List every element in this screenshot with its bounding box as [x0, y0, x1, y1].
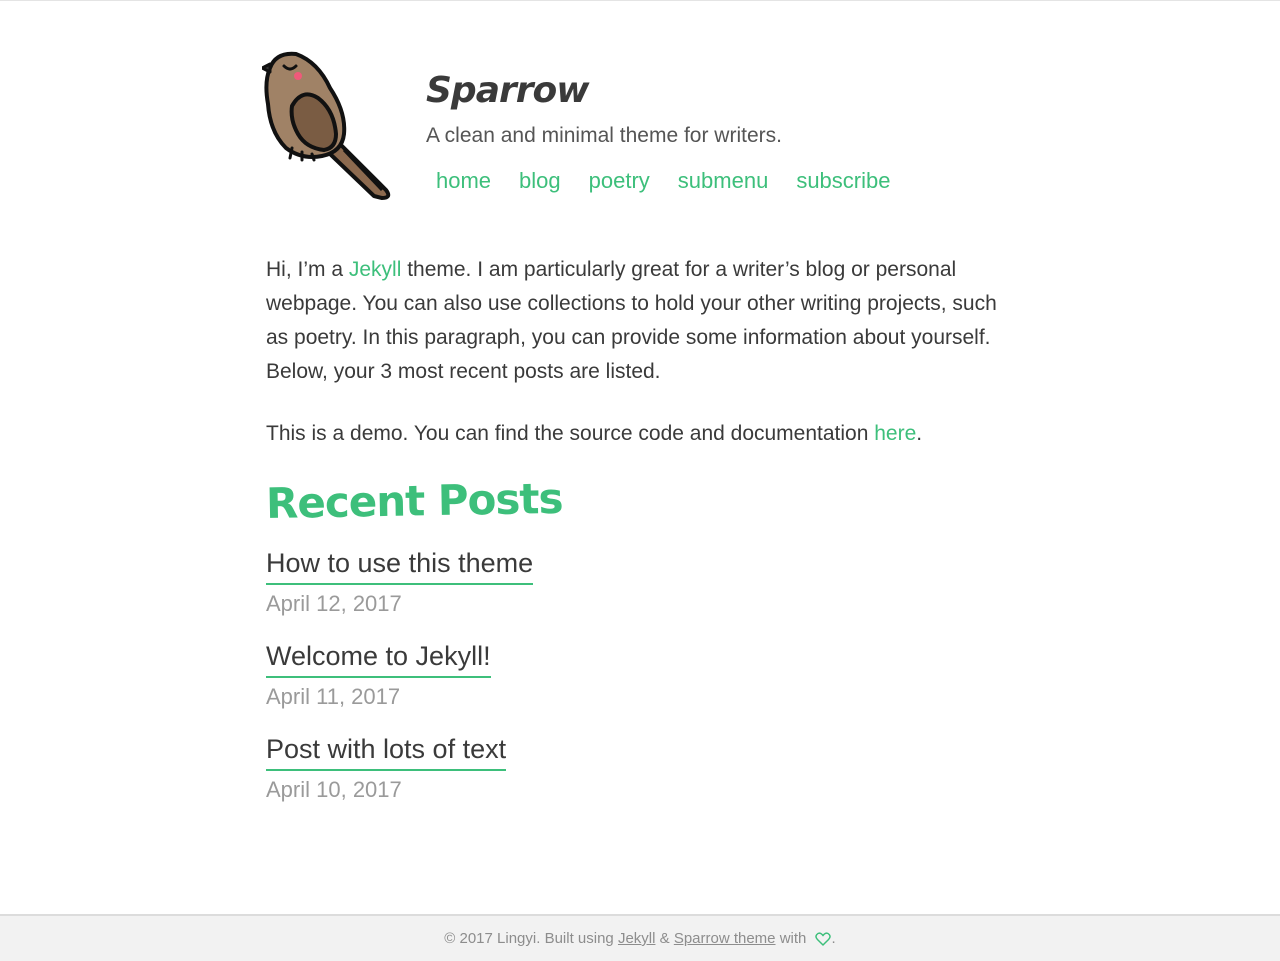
sparrow-bird-icon[interactable] [262, 48, 394, 200]
heart-icon [815, 931, 831, 947]
source-code-link[interactable]: here [874, 422, 917, 445]
nav-blog[interactable]: blog [519, 168, 561, 193]
footer-sparrow-link[interactable]: Sparrow theme [673, 930, 776, 947]
nav-home[interactable]: home [436, 168, 492, 193]
jekyll-link[interactable]: Jekyll [348, 258, 402, 281]
post-title-link[interactable]: Welcome to Jekyll! [266, 641, 491, 678]
post-item [266, 548, 1016, 617]
recent-posts-heading: Recent Posts [265, 473, 563, 528]
post-date: April 10, 2017 [266, 777, 402, 802]
site-header [262, 48, 982, 208]
demo-text-end: . [916, 422, 923, 445]
main-nav [426, 168, 890, 194]
main-content [266, 253, 1016, 827]
post-date: April 11, 2017 [266, 684, 401, 709]
footer-with: with [775, 930, 811, 947]
nav-poetry[interactable]: poetry [588, 168, 650, 193]
site-footer [0, 914, 1280, 961]
post-title-link[interactable]: Post with lots of text [266, 734, 506, 771]
nav-subscribe[interactable]: subscribe [796, 168, 891, 193]
post-title-link[interactable]: How to use this theme [266, 548, 533, 585]
footer-jekyll-link[interactable]: Jekyll [617, 930, 656, 947]
site-title[interactable]: Sparrow [426, 70, 589, 111]
post-date: April 12, 2017 [266, 591, 402, 616]
post-item [266, 641, 1016, 710]
post-item [266, 734, 1016, 803]
footer-ampersand: & [655, 930, 674, 947]
footer-copyright: © 2017 Lingyi. Built using [444, 930, 618, 947]
intro-text-start: Hi, I’m a [266, 258, 349, 281]
nav-submenu[interactable]: submenu [677, 168, 769, 193]
footer-period: . [831, 930, 836, 947]
top-border [0, 0, 1280, 1]
intro-paragraph [266, 253, 1016, 389]
site-tagline: A clean and minimal theme for writers. [426, 124, 782, 147]
intro-text-end: theme. I am particularly great for a writer’s blog or personal webpage. You can also use collections to hold your other writing projects, such as poetry. In this paragraph, you can provide some information about yourself. Below, your 3 most recent posts are listed. [266, 258, 997, 383]
demo-paragraph [266, 417, 1016, 451]
recent-posts-list [266, 548, 1016, 803]
demo-text-start: This is a demo. You can find the source code and documentation [266, 422, 875, 445]
